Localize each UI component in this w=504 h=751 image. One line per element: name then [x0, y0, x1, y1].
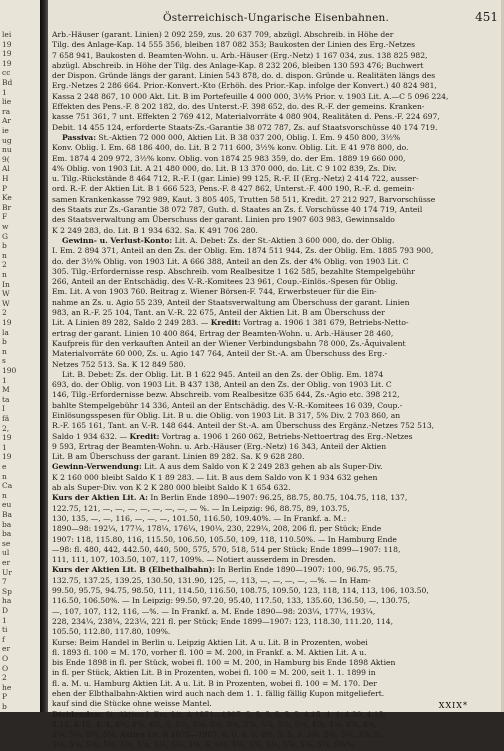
text-line: bahlte Stempelgebühr 14 336, Anteil an der Entschädig. des V.-R.-Komitees 16 039, Coup.-	[52, 400, 403, 410]
previous-page-fragment: P	[2, 183, 8, 193]
previous-page-fragment: W	[2, 298, 10, 308]
previous-page-fragment: lie	[2, 97, 12, 107]
previous-page-fragment: ra	[2, 106, 11, 116]
previous-page-fragment: eu	[2, 500, 12, 510]
text-line-rest: Vortrag a. 1906 1 260 062, Betriebs-Nettoertrag des Erg.-Netzes	[159, 431, 413, 441]
previous-page-fragment: e	[2, 462, 7, 471]
text-line: Effekten des Pens.-F. 8 202 182, do. des Unterst.-F. 398 652, do. des R.-F. der gemeins. Kranken-	[52, 102, 425, 112]
previous-page-fragment: 1	[2, 375, 7, 385]
text-line: Kassa 2 248 867, 10 000 Akt. Lit. B im Portefeuille 4 000 000, 3½% Prior. v. 1903 Lit. A.—C 5 096 224,	[52, 91, 449, 101]
previous-page-fragment: 2,	[2, 423, 10, 433]
text-line: 146, Tilg.-Erfordernisse bezw. Abschreib. vom Realbesitze 635 644, Zs.-Agio etc. 398 212,	[52, 390, 400, 400]
previous-page-fragment: W	[2, 289, 10, 299]
previous-page-fragment: O	[2, 654, 9, 663]
previous-page-fragment: ba	[2, 529, 12, 539]
previous-page-fragment: P	[2, 692, 8, 702]
previous-page-fragment: la	[2, 327, 9, 337]
text-line-heading: Dividenden:	[52, 709, 103, 719]
text-line: in fl. per Stück, Aktien Lit. B in Prozenten, wobei fl. 100 = M. 200, seit 1. 1. 1899 in	[52, 668, 376, 678]
text-line-rest: In Berlin Ende 1890—1907: 96.25, 88.75, 80.75, 104.75, 118, 137,	[147, 493, 408, 503]
text-line: 122.75, 121, —, —, —, —, —, —, —, — %. — In Leipzig: 96, 88.75, 89, 103.75,	[52, 503, 350, 513]
text-line: 1907: 118, 115.80, 116, 115.50, 106.50, 105.50, 109, 118, 110.50%. — In Hamburg Ende	[52, 534, 397, 544]
page-number: 451	[475, 10, 498, 24]
previous-page-fragment: he	[2, 682, 12, 692]
text-line: do. der 3½% Oblig. von 1903 Lit. A 666 388, Anteil an den Zs. der 4% Oblig. von 1903 Lit. C	[52, 256, 409, 266]
text-line: samen Krankenkasse 792 989, Kaut. 3 805 405, Trutten 58 511, Kredit. 27 212 927, Barvorschüsse	[52, 194, 436, 204]
text-line-heading: Kredit:	[129, 431, 160, 441]
previous-page-fragment: D	[2, 606, 9, 615]
previous-page-fragment: 7	[2, 577, 7, 587]
text-line	[52, 318, 500, 328]
previous-page-fragment: 19	[2, 452, 12, 462]
previous-page-fragment: fä	[2, 414, 10, 423]
previous-page-fragment: er	[2, 558, 11, 567]
previous-page-fragment: ta	[2, 394, 10, 404]
text-line: 228, 234¼, 238¼, 223¼, 221 fl. per Stück; Ende 1899—1907: 123, 118.30, 111.20, 114,	[52, 616, 393, 626]
text-line	[52, 565, 500, 575]
text-line: ord. R.-F. der Aktien Lit. B 1 666 523, Pens.-F. 8 427 862, Unterst.-F. 400 190, R.-F. d. gemein-	[52, 184, 415, 194]
previous-page-fragment: 19	[2, 433, 12, 443]
text-line: 4.15, 4.15, 4, 4, 4¼, 4⅜, 4¼, 5, 5½, 5⅛, 5½, 5⅝, 5⅞, 5⅞, 5⅞, 5¼, 4⅞, 4⅛, 4⅞, 4⅛,	[52, 719, 378, 729]
running-title: Österreichisch-Ungarische Eisenbahnen.	[163, 12, 389, 24]
text-line-heading: Passiva:	[62, 132, 96, 142]
text-line-heading: Gewinn- u. Verlust-Konto:	[62, 235, 173, 245]
text-line-rest: St.-Aktien I. Em. Lit. A 1871—1907: 5, 5, 5, 5, 5, 5, 4.15, 4, 4, 4.20, 4.15,	[102, 709, 386, 719]
text-line: Em. 1874 4 209 972, 3½% konv. Oblig. von 1874 25 983 359, do. der Em. 1889 19 660 000,	[52, 153, 406, 163]
text-line-heading: Gewinn-Verwendung:	[52, 462, 142, 472]
text-line: Erg.-Netzes 2 286 664. Prior.-Konvert.-Kto (Erhöh. des Prior.-Kap. infolge der Konvert.) 40 824 981,	[52, 81, 437, 91]
previous-page-fragment: H	[2, 174, 9, 183]
previous-page-fragment: Bd	[2, 78, 13, 87]
text-line-heading: Kurs der Aktien Lit. A:	[52, 493, 148, 503]
text-line-rest: Lit. A aus dem Saldo von K 2 249 283 gehen ab als Super-Div.	[141, 462, 383, 472]
book-gutter	[40, 0, 48, 712]
text-line-heading: Kredit:	[210, 318, 241, 328]
previous-page-fragment: w	[2, 222, 9, 231]
previous-page-fragment: F	[2, 212, 8, 222]
previous-page-fragment: n	[2, 490, 7, 500]
previous-page-fragment: se	[2, 538, 11, 548]
text-line-prefix: Lit. A Linien 89 282, Saldo 2 249 283. —	[52, 318, 211, 328]
previous-page-fragment: M	[2, 385, 10, 395]
previous-page-fragment: Al	[2, 164, 10, 174]
text-line: 105.50, 112.80, 117.80, 109%.	[52, 627, 171, 637]
previous-page-fragment: ba	[2, 519, 12, 529]
previous-page-fragment: b	[2, 337, 7, 347]
body-text	[52, 30, 500, 751]
text-line: nahme an Zs. u. Agio 55 239, Anteil der Staatsverwaltung am Überschuss der garant. Linien	[52, 297, 410, 307]
previous-page-fragment: ie	[2, 126, 9, 135]
text-line: Konv. Oblig. I. Em. 68 186 400, do. Lit. B 2 711 600, 3½% konv. Oblig. Lit. E 41 978 800, do.	[52, 143, 409, 153]
previous-page-fragment: G	[2, 231, 8, 241]
text-line: bis Ende 1898 in fl. per Stück, wobei fl. 100 = M. 200, in Hamburg bis Ende 1898 Aktien	[52, 658, 396, 668]
text-line: 983, an R.-F. 25 104, Tant. an V.-R. 22 675, Anteil der Aktien Lit. B am Überschuss der	[52, 308, 385, 318]
previous-page-fragment: ul	[2, 548, 10, 558]
previous-page-fragment: 2	[2, 260, 7, 270]
text-line: Netzes 752 513. Sa. K 12 849 580.	[52, 359, 186, 369]
text-line: 130, 135, —, —, 116, —, —, —, 101.50, 116.50, 109.40%. — In Frankf. a. M.:	[52, 513, 347, 523]
text-line: 5¼, 5¼, 5½, 5⅝, Aktien Lit. B 1875—1907: 0, 0, 4, 0, 2½, 5, 5, 5, 3½, 2½, 3½, 3⅞, 5,	[52, 730, 382, 740]
text-line-rest: In Berlin Ende 1890—1907: 100, 96.75, 95.75,	[215, 565, 398, 575]
text-line: fl. 1893 fl. 100 = M. 170, vorher fl. 100 = M. 200, in Frankf. a. M. Aktien Lit. A u.	[52, 647, 367, 657]
previous-page-fragment: 19	[2, 318, 12, 327]
previous-page-fragment: b	[2, 241, 7, 251]
previous-page-fragment: b	[2, 702, 7, 711]
text-line: u. Tilg.-Rückstände 8 464 712, R.-F. I (gar. Linie) 99 125, R.-F. II (Erg.-Netz) 2 414 722, ausser-	[52, 174, 419, 184]
previous-page-fragment: nu	[2, 145, 12, 155]
text-line: Kurse: Beim Handel in Berlin u. Leipzig Aktien Lit. A u. Lit. B in Prozenten, wobei	[52, 637, 368, 647]
text-line: 4% Oblig. von 1903 Lit. A 21 480 000, do. Lit. B 13 370 000, do. Lit. C 9 102 839, Zs. Div.	[52, 163, 397, 173]
text-line	[52, 133, 500, 143]
previous-page-fragment: n	[2, 346, 7, 356]
previous-page-fragment: f	[2, 634, 5, 644]
previous-page-fragment: er	[2, 644, 11, 654]
signature-mark: XXIX*	[438, 701, 468, 710]
text-line-rest: Vortrag a. 1906 1 381 679, Betriebs-Netto-	[240, 318, 409, 328]
previous-page-fragment: Ar	[2, 116, 12, 126]
text-line-prefix: Saldo 1 934 632. —	[52, 431, 130, 441]
text-line: Lit. B. Debet: Zs. der Oblig. Lit. B 1 622 945. Anteil an den Zs. der Oblig. Em. 1874	[62, 369, 384, 379]
text-line: des Staats zur Zs.-Garantie 38 072 787, Guth. d. Staates an Zs. f. Vorschüsse 40 174 719, Anteil	[52, 205, 423, 215]
text-line	[52, 710, 500, 720]
text-line-rest: St.-Aktien 72 000 000, Aktien Lit. B 38 037 200, Oblig. I. Em. 9 450 800, 3½%	[96, 132, 401, 142]
text-line: Einlösungsspesen für Oblig. Lit. B u. die Oblig. von 1903 Lit. B 317, 5% Div. 2 703 860, an	[52, 410, 401, 420]
previous-page-fragment: Ba	[2, 510, 12, 519]
text-line: Em. Lit. A von 1903 760. Beitrag z. Wiener Börsen-F. 744, Erwerbsteuer für die Ein-	[52, 287, 377, 297]
text-line	[52, 432, 500, 442]
previous-page-fragment: cc	[2, 68, 11, 78]
text-line: Debit. 14 455 124, erforderte Staats-Zs.-Garantie 38 072 787, Zs. auf Staatsvorschüsse 40 174 719.	[52, 122, 438, 132]
text-line: kauf sind die Stücke ohne weisse Mantel.	[52, 699, 212, 709]
previous-page-fragment: 19	[2, 39, 12, 49]
previous-page-fragment: 190	[2, 366, 17, 375]
text-line: 132.75, 137.25, 139.25, 130.50, 131.90, 125, —, 113, —, —, —, —, —%. — In Ham-	[52, 575, 371, 585]
previous-page-fragment: ti	[2, 625, 8, 635]
text-line: 305. Tilg.-Erfordernisse resp. Abschreib. vom Realbesitze 1 162 585, bezahlte Stempelgebühr	[52, 266, 415, 276]
previous-page-fragment: 19	[2, 49, 12, 59]
previous-page-fragment: n	[2, 250, 7, 260]
page-column	[52, 8, 500, 750]
text-line: —, 107, 107, 112, 116, —%. — In Frankf. a. M. Ende 1890—98: 203¼, 177¼, 193¼,	[52, 606, 376, 616]
text-line: Tilg. des Anlage-Kap. 14 555 356, bleiben 187 082 353; Baukosten der Linien des Erg.-Netzes	[52, 40, 416, 50]
text-line: abzügl. Abschreib. in Höhe der Tilg. des Anlage-Kap. 8 232 206, bleiben 130 593 476; Buchwert	[52, 60, 424, 70]
previous-page-fragment: ha	[2, 596, 12, 606]
text-line: K 2 160 000 bleibt Saldo K 1 89 283. — Lit. B aus dem Saldo von K 1 934 632 gehen	[52, 472, 378, 482]
text-line: 99.50, 95.75, 94.75, 98.50, 111, 114.50, 116.50, 108.75, 109.50, 123, 118, 114, 113, 106, 103.50,	[52, 586, 429, 596]
previous-page-fragment: n	[2, 471, 7, 481]
text-line: Arb.-Häuser (garant. Linien) 2 092 259, zus. 20 637 709, abzügl. Abschreib. in Höhe der	[52, 30, 394, 39]
text-line: 111, 111, 107, 103.50, 107, 117, 109%. — Notiert ausserdem in Dresden.	[52, 555, 336, 565]
text-line: Kaufpreis für den verkauften Anteil an der Wiener Verbindungsbahn 78 000, Zs.-Äquivalent	[52, 338, 406, 348]
text-line: ab als Super-Div. von K 2 K 280 000 bleibt Saldo K 1 654 632.	[52, 483, 291, 493]
text-line: der Dispon. Gründe längs der garant. Linien 543 878, do. d. dispon. Gründe u. Realitäten längs des	[52, 71, 436, 81]
previous-page-fragment: 2	[2, 673, 7, 683]
text-line: 266, Anteil an der Entschädig. des V.-R.-Komitees 23 961, Coup.-Einlös.-Spesen für Oblig.	[52, 277, 398, 287]
previous-page-fragment: I	[2, 404, 5, 414]
page-header	[52, 8, 500, 30]
previous-page-fragment: 2	[2, 308, 7, 318]
text-line-rest: Lit. A. Debet: Zs. der St.-Aktien 3 600 000, do. der Oblig.	[172, 235, 395, 245]
previous-page-edge	[0, 0, 40, 712]
text-line-heading: Kurs der Aktien Lit. B (Elbethalbahn):	[52, 565, 216, 575]
text-line: ehen der Elbthalbahn-Aktien wird auch nach dem 1. 1. fällig fällig Kupon mitgeliefert.	[52, 689, 385, 698]
text-line: 116.50, 106.50%. — In Leipzig: 99.50, 97.20, 95.40, 117.50, 133, 135.60, 136.50, —, 130.75,	[52, 596, 411, 606]
text-line: R.-F. 165 161, Tant. an V.-R. 148 644. Anteil der St.-A. am Überschuss des Ergänz.-Netzes 752 513,	[52, 421, 435, 431]
text-line: 7 658 941, Baukosten d. Beamten-Wohn. u. Arb.-Häuser (Erg.-Netz) 1 167 034, zus. 138 825 982,	[52, 50, 428, 60]
text-line: 693, do. der Oblig. von 1903 Lit. B 437 138, Anteil an den Zs. der Oblig. von 1903 Lit. C	[52, 380, 392, 390]
text-line: 9 593, Ertrag der Beamten-Wohn. u. Arb.-Häuser (Erg.-Netz) 16 343, Anteil der Aktien	[52, 441, 387, 451]
previous-page-fragment: 9(	[2, 154, 10, 164]
previous-page-fragment: Br	[2, 202, 12, 212]
previous-page-fragment: n	[2, 270, 7, 279]
text-line: 1890—98: 192¼, 177¼, 178¼, 176¼, 190¼, 230, 229¼, 208, 206 fl. per Stück; Ende	[52, 524, 382, 534]
previous-page-fragment: Ke	[2, 193, 12, 203]
previous-page-fragment: ug	[2, 135, 12, 145]
text-line: Lit. B am Überschuss der garant. Linien 89 282. Sa. K 9 628 280.	[52, 452, 305, 462]
text-line: —98: fl. 480, 442, 442.50, 440, 500, 575, 570, 518, 514 per Stück; Ende 1899—1907: 118,	[52, 544, 401, 554]
previous-page-fragment: Sp	[2, 586, 12, 596]
previous-page-fragment: 1	[2, 87, 7, 97]
previous-page-fragment: Ca	[2, 481, 13, 491]
previous-page-fragment: 19	[2, 58, 12, 68]
text-line: ertrag der garant. Linien 10 400 864, Ertrag der Beamten-Wohn. u. Arb.-Häuser 28 460,	[52, 328, 394, 338]
text-line	[52, 462, 500, 472]
previous-page-fragment: s	[2, 356, 6, 366]
previous-page-fragment: In	[2, 279, 10, 289]
previous-page-fragment: 1	[2, 442, 7, 452]
text-line: kasse 751 361, 7 unt. Effekten 2 769 412, Materialvorräte 4 080 904, Realitäten d. Pens.-F. 224 697,	[52, 112, 440, 122]
text-line: fl. a. M. u. Hamburg Aktien Lit. A u. Lit. B in Prozenten, wobei fl. 100 = M. 170. Der	[52, 678, 377, 688]
previous-page-fragment: O	[2, 663, 9, 673]
text-line	[52, 493, 500, 503]
previous-page-fragment: Ur	[2, 567, 12, 577]
text-line: des Staatsverwaltung am Überschuss der garant. Linien pro 1907 603 983, Gewinnsaldo	[52, 215, 395, 225]
text-line: I. Em. 2 894 371, Anteil an den Zs. der Oblig. Em. 1874 511 944, Zs. der Oblig. Em. 1885 793 900,	[52, 246, 434, 256]
text-line: K 2 249 283, do. Lit. B 1 934 632. Sa. K 491 706 280.	[52, 225, 258, 235]
text-line	[52, 236, 500, 246]
text-line: 5½, 5⅝, 5⅜, 5¼, 5¼, 5⅜, 5⅛, 5½, 5¼, 6, 6¼, 5¼, 5¾, 5¼, 5⅞, 5¼, 5¼, 5¾%.	[52, 740, 356, 750]
text-line: Materialvorräte 60 000, Zs. u. Agio 147 764, Anteil der St.-A. am Überschuss des Erg.-	[52, 349, 388, 359]
previous-page-fragment: 1	[2, 615, 7, 625]
previous-page-fragment: lei	[2, 30, 12, 39]
